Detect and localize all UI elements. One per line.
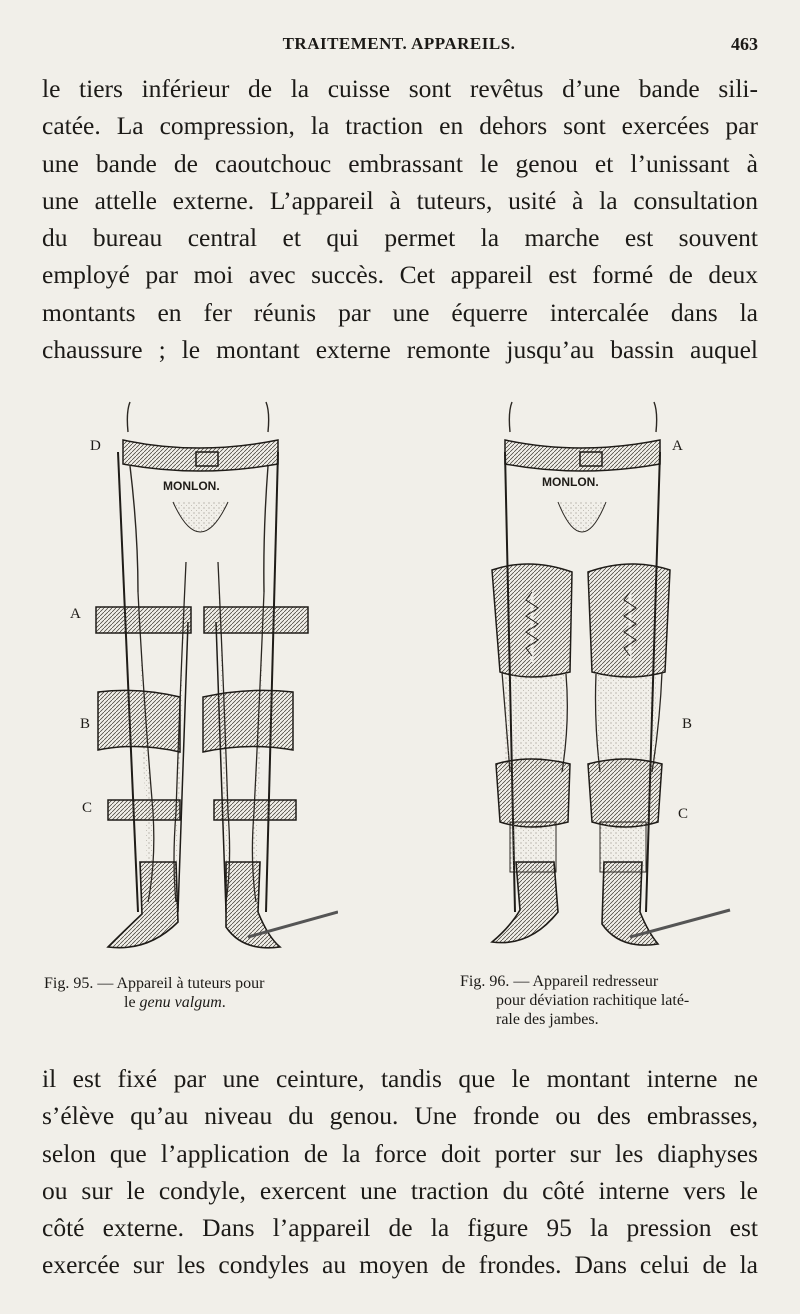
label-c-95: C — [82, 800, 93, 816]
figure-95-caption — [44, 974, 374, 1012]
figure-96-caption — [460, 972, 760, 1029]
label-b-95: B — [80, 716, 91, 732]
text-line: ou sur le condyle, exercent une traction du côté interne vers le — [42, 1175, 758, 1205]
label-a-96: A — [672, 438, 683, 454]
text-line: s’élève qu’au niveau du genou. Une fronde ou des embrasses, — [42, 1101, 758, 1131]
running-title: TRAITEMENT. APPAREILS. — [282, 34, 516, 53]
text-line: selon que l’application de la force doit porter sur les diaphyses — [42, 1138, 758, 1168]
figure-95-illustration — [68, 392, 338, 962]
page-header — [40, 34, 758, 62]
text-line: employé par moi avec succès. Cet appareil est formé de deux — [42, 260, 758, 290]
bottom-paragraph — [42, 1060, 758, 1284]
text-line: catée. La compression, la traction en dehors sont exercées par — [42, 111, 758, 141]
text-line: il est fixé par une ceinture, tandis que le montant interne ne — [42, 1064, 758, 1093]
caption-line: Fig. 95. — Appareil à tuteurs pour — [44, 975, 265, 992]
figure-96-illustration — [470, 392, 740, 962]
text-line: montants en fer réunis par une équerre intercalée dans la — [42, 297, 758, 327]
text-line: du bureau central et qui permet la marche est souvent — [42, 223, 758, 253]
page-number: 463 — [731, 34, 758, 54]
label-b-96: B — [682, 716, 693, 732]
text-line: une bande de caoutchouc embrassant le genou et l’unissant à — [42, 148, 758, 178]
caption-italic-term: genu valgum — [139, 994, 222, 1011]
caption-line: rale des jambes. — [496, 1011, 599, 1028]
brand-label-96: MONLON. — [542, 475, 599, 489]
caption-line: Fig. 96. — Appareil redresseur — [460, 973, 659, 990]
caption-text: . — [221, 994, 226, 1011]
label-d-95: D — [90, 438, 101, 454]
text-line: exercée sur les condyles au moyen de frondes. Dans celui de la — [42, 1250, 758, 1280]
brand-label-95: MONLON. — [163, 479, 220, 493]
text-line: côté externe. Dans l’appareil de la figure 95 la pression est — [42, 1213, 758, 1243]
label-a-95: A — [70, 606, 81, 622]
text-line: une attelle externe. L’appareil à tuteurs, usité à la consultation — [42, 185, 758, 215]
caption-line: pour déviation rachitique laté- — [496, 992, 690, 1009]
text-line: chaussure ; le montant externe remonte jusqu’au bassin auquel — [42, 335, 758, 365]
text-line: le tiers inférieur de la cuisse sont revêtus d’une bande sili- — [42, 74, 758, 103]
top-paragraph — [42, 70, 758, 368]
caption-text: le — [124, 994, 140, 1011]
caption-line — [44, 993, 374, 1012]
label-c-96: C — [678, 806, 689, 822]
